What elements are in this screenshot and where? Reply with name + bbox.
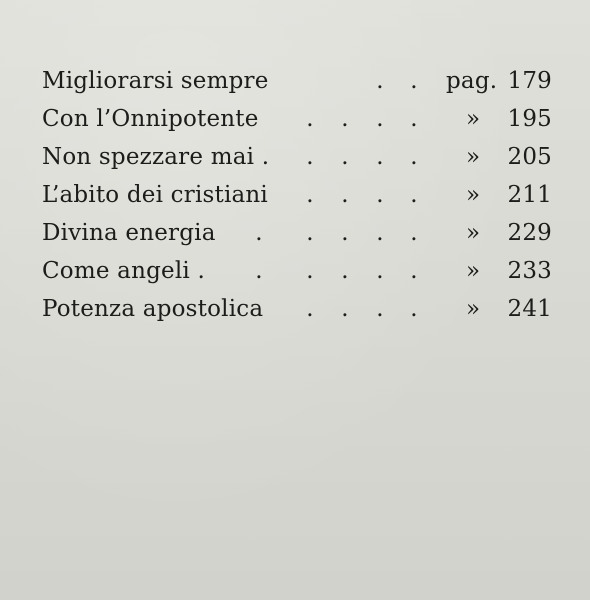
toc-entry [42,214,552,252]
toc-entry-title: Non spezzare mai . [42,144,270,170]
leader-dot: . [376,296,384,322]
toc-page-number: 211 [507,182,552,208]
leader-dot: . [410,296,418,322]
leader-dot: . [410,68,418,94]
toc-entry-title: Con l’Onnipotente [42,106,259,132]
leader-dot: . [376,144,384,170]
bleed-through-shadow [330,440,336,464]
leader-dot: . [376,68,384,94]
toc-entry-title: Divina energia [42,220,216,246]
leader-dot: . [341,220,349,246]
toc-entry-title: Potenza apostolica [42,296,264,322]
leader-dot: . [306,296,314,322]
toc-entry [42,138,552,176]
toc-page-marker: » [466,106,481,132]
toc-page-number: 195 [507,106,552,132]
toc-entry-title: Migliorarsi sempre [42,68,269,94]
leader-dot: . [376,220,384,246]
leader-dot: . [306,182,314,208]
leader-dot: . [410,258,418,284]
leader-dot: . [410,144,418,170]
leader-dot: . [341,258,349,284]
toc-page-marker: » [466,220,481,246]
leader-dot: . [341,182,349,208]
toc-page-number: 233 [507,258,552,284]
toc-entry [42,176,552,214]
toc-entry [42,100,552,138]
leader-dot: . [376,182,384,208]
toc-entry [42,290,552,328]
leader-dot: . [306,258,314,284]
leader-dot: . [306,144,314,170]
toc-page-number: 205 [507,144,552,170]
toc-page-number: 229 [507,220,552,246]
leader-dot: . [306,220,314,246]
toc-entry [42,62,552,100]
leader-dot: . [306,106,314,132]
toc-page-marker: pag. [446,68,498,94]
leader-dot: . [410,220,418,246]
toc-page-number: 179 [507,68,552,94]
toc-page-number: 241 [507,296,552,322]
toc-page-marker: » [466,144,481,170]
toc-entry-title: L’abito dei cristiani [42,182,268,208]
toc-entry [42,252,552,290]
leader-dot: . [341,296,349,322]
leader-dot: . [255,258,263,284]
leader-dot: . [410,106,418,132]
leader-dot: . [376,106,384,132]
leader-dot: . [341,106,349,132]
toc-page-marker: » [466,296,481,322]
leader-dot: . [255,220,263,246]
toc-page-marker: » [466,258,481,284]
toc-entry-title: Come angeli . [42,258,205,284]
leader-dot: . [410,182,418,208]
leader-dot: . [341,144,349,170]
table-of-contents [42,62,552,328]
leader-dot: . [376,258,384,284]
toc-page-marker: » [466,182,481,208]
